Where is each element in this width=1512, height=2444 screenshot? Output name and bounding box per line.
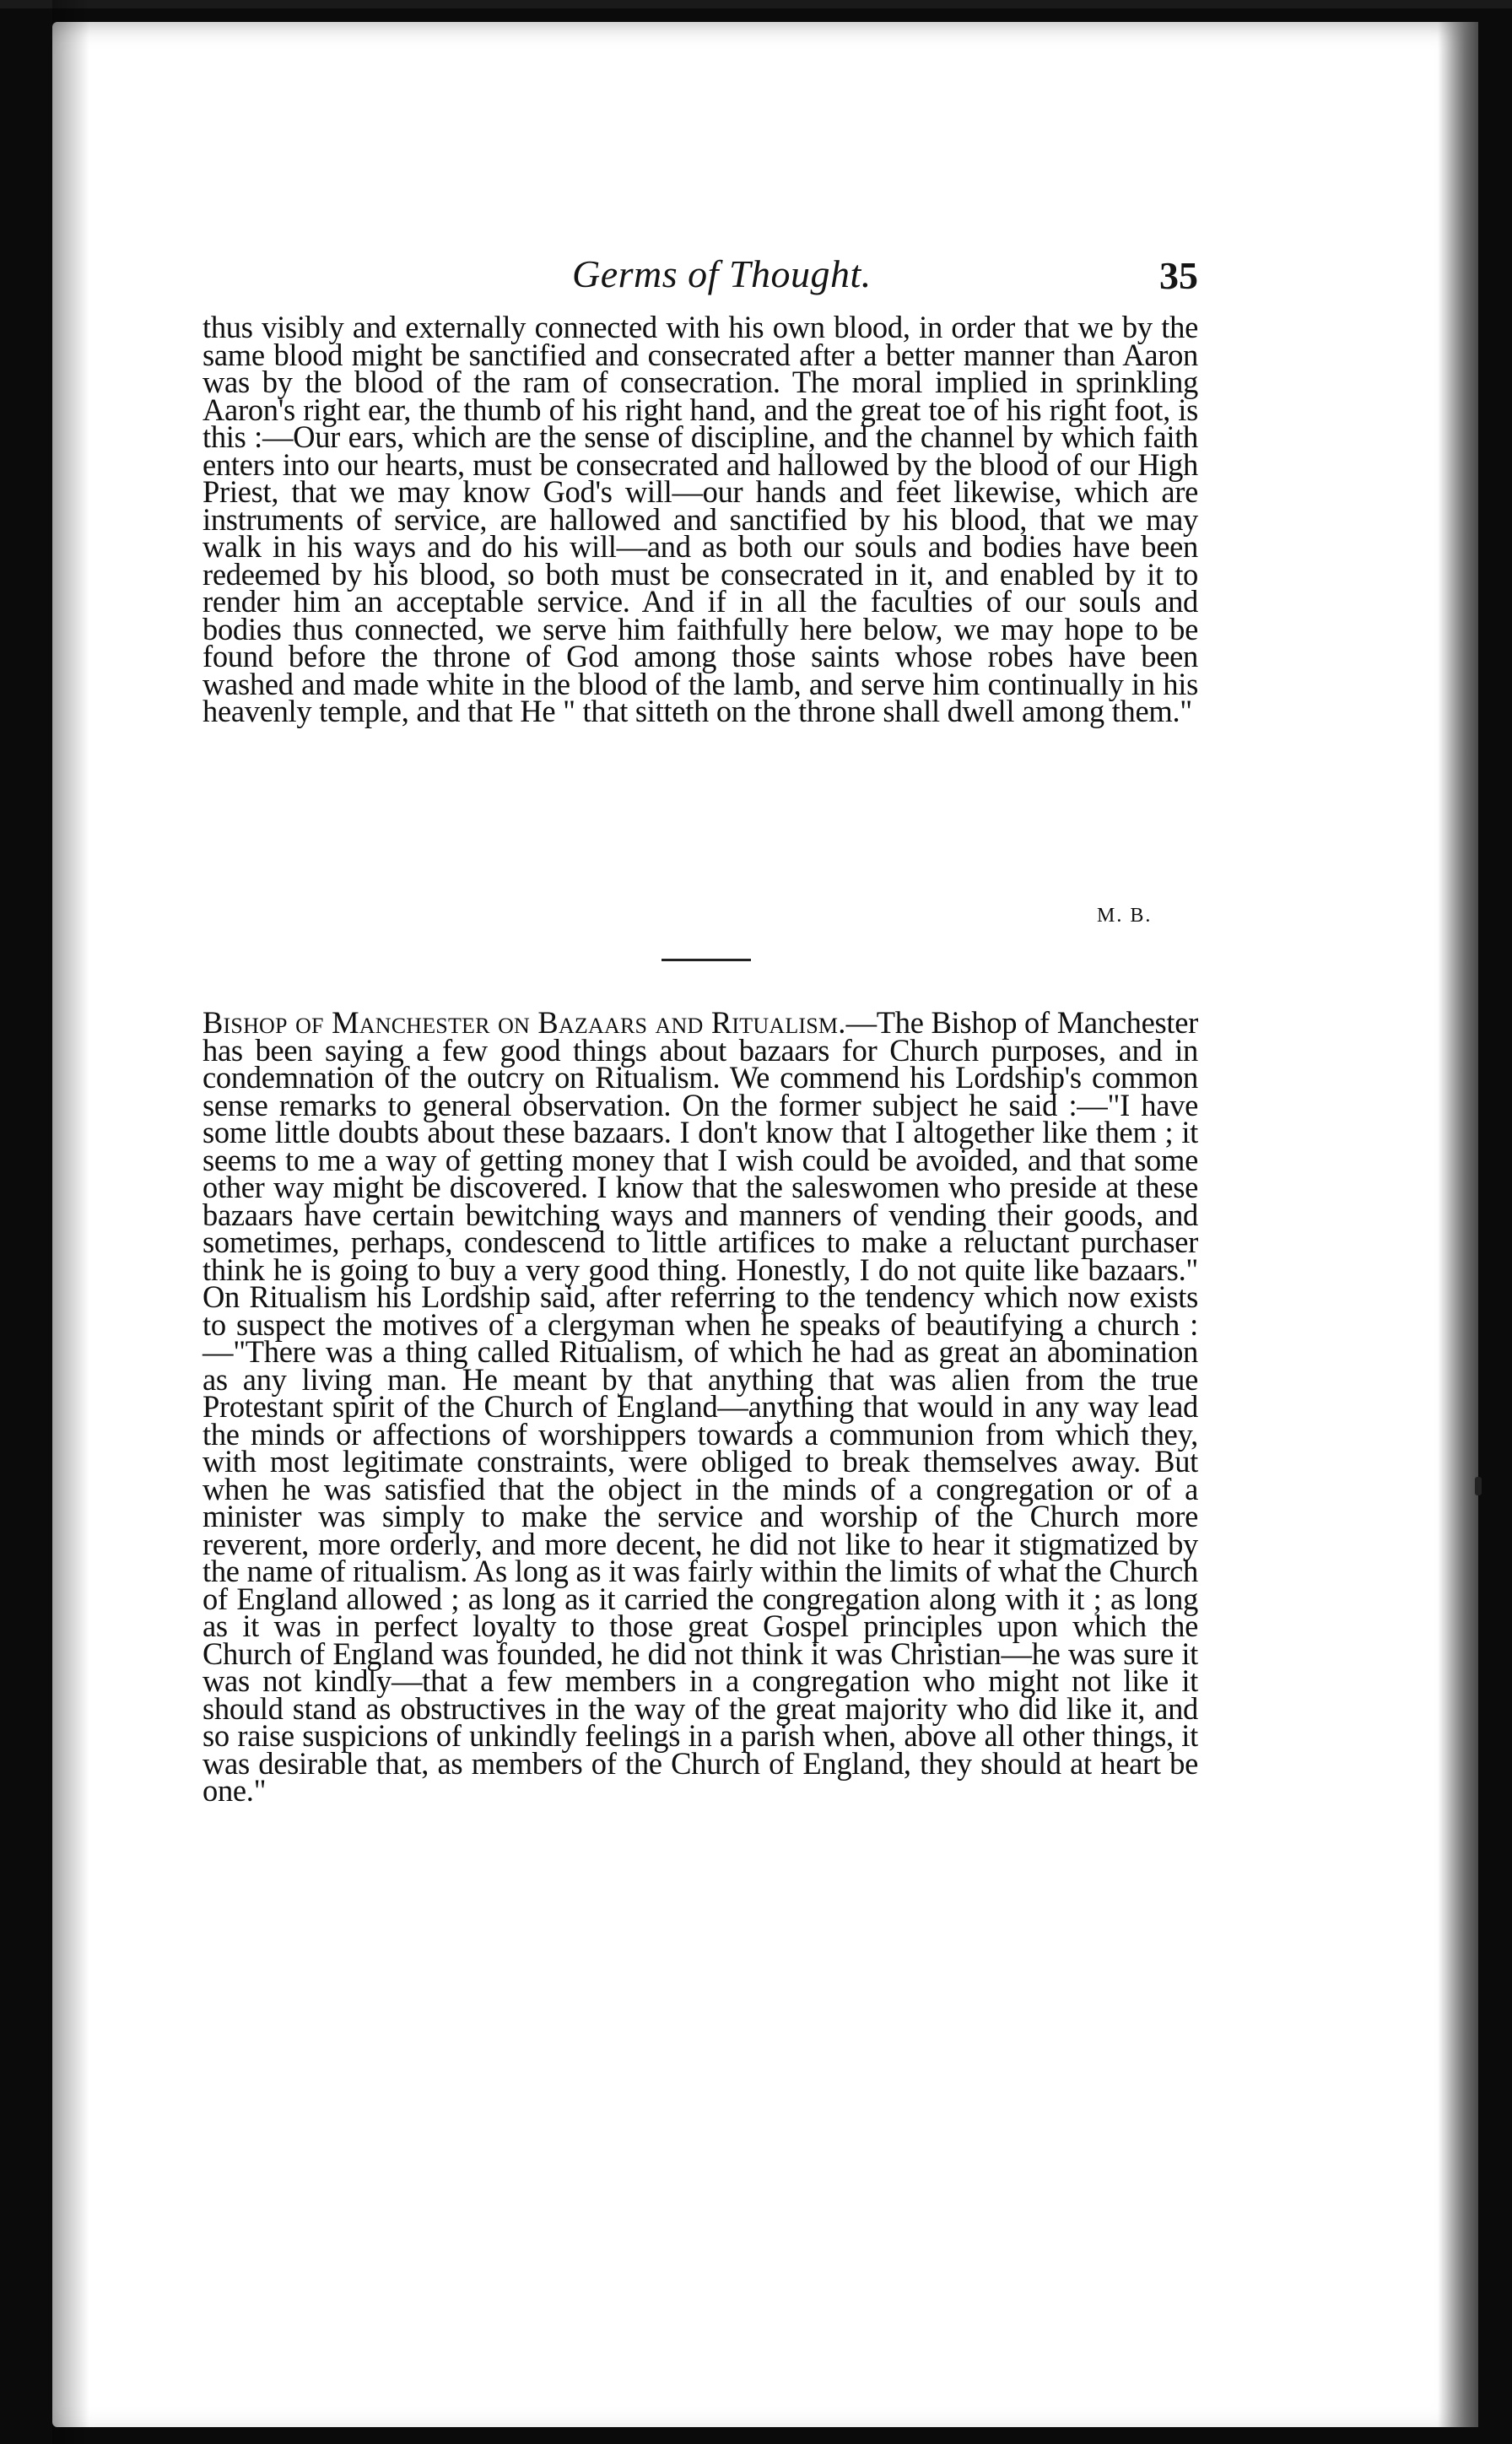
author-signature: M. B.: [1097, 905, 1153, 927]
article-paragraph: [202, 1005, 1198, 1808]
margin-mark: [1475, 1477, 1482, 1495]
page-number: 35: [1159, 254, 1198, 297]
page-header: [202, 251, 1198, 302]
continued-paragraph: thus visibly and externally connected with his own blood, in order that we by the same blood might be sanctified and consecrated after a better manner than Aaron was by the blood of the ram of consecration. The moral implied in sprinkling Aaron's right ear, the thumb of his right hand, and the great toe of his right foot, is this :—Our ears, which are the sense of discipline, and the channel by which faith enters into our hearts, must be consecrated and hallowed by the blood of our High Priest, that we may know God's will—our hands and feet likewise, which are instruments of service, are hallowed and sanctified by his blood, that we may walk in his ways and do his will—and as both our souls and bodies have been redeemed by his blood, so both must be consecrated in it, and enabled by it to render him an acceptable service. And if in all the faculties of our souls and bodies thus connected, we serve him faithfully here below, we may hope to be found before the throne of God among those saints whose robes have been washed and made white in the blood of the lamb, and serve him continually in his heavenly temple, and that He " that sitteth on the throne shall dwell among them.": [202, 310, 1198, 728]
page-edge-shadow: [1438, 22, 1478, 2427]
article-body: —The Bishop of Manchester has been saying a few good things about bazaars for Church purposes, and in condemnation of the outcry on Ritualism. We commend his Lordship's common sense remarks to general observation. On the former subject he said :—"I have some little doubts about these bazaars. I don't know that I altogether like them ; it seems to me a way of getting money that I wish could be avoided, and that some other way might be discovered. I know that the saleswomen who preside at these bazaars have certain bewitching ways and manners of vending their goods, and sometimes, perhaps, condescend to little artifices to make a reluctant purchaser think he is going to buy a very good thing. Honestly, I do not quite like bazaars." On Ritualism his Lordship said, after referring to the tendency which now exists to suspect the motives of a clergyman when he speaks of beautifying a church :—"There was a thing called Ritualism, of which he had as great an abomination as any living man. He meant by that anything that was alien from the true Protestant spirit of the Church of England—anything that would in any way lead the minds or affections of worshippers towards a communion from which they, with most legitimate constraints, were obliged to break themselves away. But when he was satisfied that the object in the minds of a congregation or of a minister was simply to make the service and worship of the Church more reverent, more orderly, and more decent, he did not like to hear it stigmatized by the name of ritualism. As long as it was fairly within the limits of what the Church of England allowed ; as long as it carried the congregation along with it ; as long as it was in perfect loyalty to those great Gospel principles upon which the Church of England was founded, he did not think it was Christian—he was sure it was not kindly—that a few members in a congregation who might not like it should stand as obstructives in the way of the great majority who did like it, and so raise suspicions of unkindly feelings in a parish when, above all other things, it was desirable that, as members of the Church of England, they should at heart be one.": [202, 1005, 1198, 1808]
article-title: Bishop of Manchester on Bazaars and Ritualism.: [202, 1005, 846, 1040]
section-divider: [662, 959, 751, 961]
running-head: Germs of Thought.: [572, 252, 872, 295]
scan-border: [0, 0, 1512, 8]
